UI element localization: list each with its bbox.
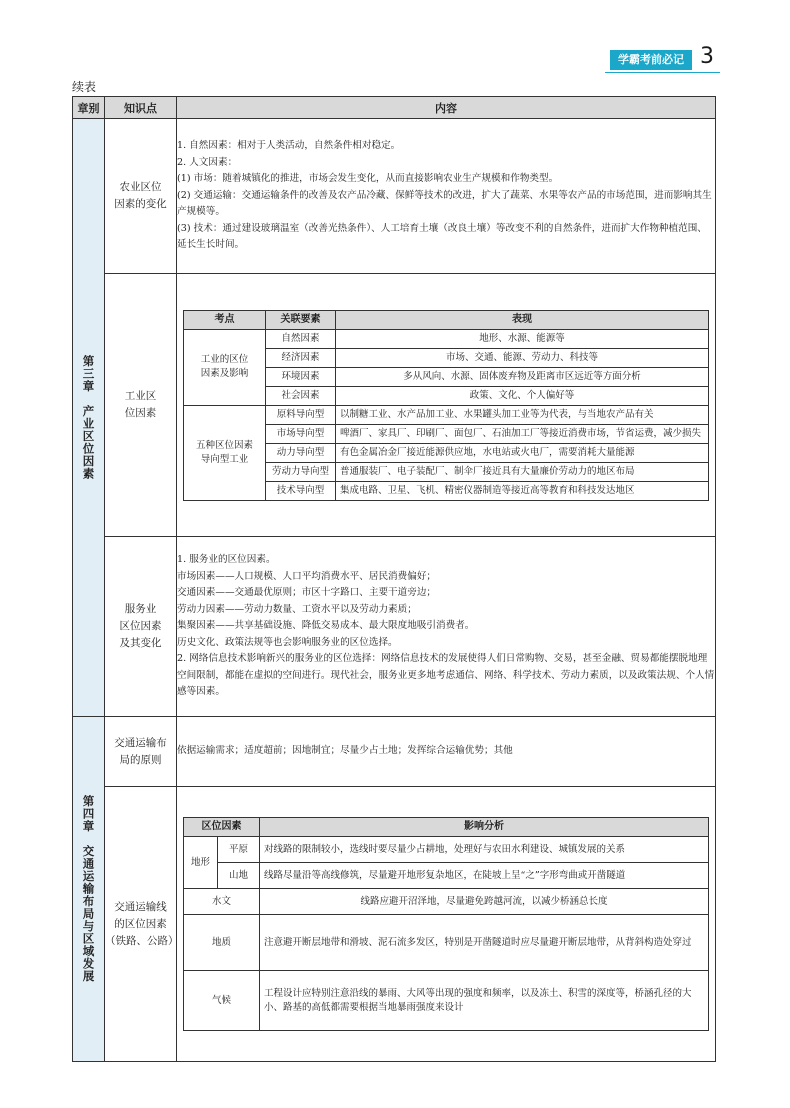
lf-terrain-label: 地形 (184, 837, 218, 889)
agri-point: 农业区位 因素的变化 (105, 119, 177, 274)
agri-content: 1. 自然因素：相对于人类活动，自然条件相对稳定。 2. 人文因素： (1) 市场：随着城镇化的推进，市场会发生变化，从而直接影响农业生产规模和作物类型。 (2) 交通运输：交通运输条件的改善及农产品冷藏、保鲜等技术的改进，扩大了蔬菜、水果等农产品的市场范围，进而影响其生产规模等。 (3) 技术：通过建设玻璃温室（改善光热条件）、人工培育土壤（改良土壤）等改变不利的自然条件，进而扩大作物种植范围、延长生长时间。 (177, 119, 716, 274)
industry-factor: 技术导向型 (266, 481, 336, 500)
lf-col-analysis: 影响分析 (260, 818, 709, 837)
industry-col-element: 关联要素 (266, 310, 336, 329)
industry-subtable (183, 310, 709, 501)
line-factors-subtable (183, 817, 709, 1031)
chapter4-cell (73, 717, 105, 1062)
lf-effect: 对线路的限制较小，选线时要尽量少占耕地，处理好与农田水利建设、城镇发展的关系 (260, 837, 709, 863)
industry-group1-label: 工业的区位 因素及影响 (184, 329, 266, 405)
page-number: 3 (700, 44, 714, 69)
industry-factor: 环境因素 (266, 367, 336, 386)
industry-effect: 多从风向、水源、固体废弃物及距离市区远近等方面分析 (336, 367, 709, 386)
table-row (73, 717, 716, 787)
lf-factor: 山地 (218, 863, 260, 889)
industry-factor: 劳动力导向型 (266, 462, 336, 481)
service-point: 服务业 区位因素 及其变化 (105, 537, 177, 717)
industry-factor: 动力导向型 (266, 443, 336, 462)
lf-effect: 工程设计应特别注意沿线的暴雨、大风等出现的强度和频率，以及冻土、积雪的深度等，桥涵孔径的大小、路基的高低都需要根据当地暴雨强度来设计 (260, 971, 709, 1031)
table-header-row (73, 97, 716, 119)
industry-factor: 经济因素 (266, 348, 336, 367)
principle-content: 依据运输需求；适度超前；因地制宜；尽量少占土地；发挥综合运输优势；其他 (177, 717, 716, 787)
lf-factor: 气候 (184, 971, 260, 1031)
col-chapter-header: 章别 (73, 97, 105, 119)
industry-group2-label: 五种区位因素 导向型工业 (184, 405, 266, 500)
chapter3-cell (73, 119, 105, 717)
table-row (73, 119, 716, 274)
lf-factor: 平原 (218, 837, 260, 863)
industry-effect: 市场、交通、能源、劳动力、科技等 (336, 348, 709, 367)
table-row (73, 787, 716, 1062)
lf-factor: 水文 (184, 889, 260, 915)
service-content: 1. 服务业的区位因素。 市场因素——人口规模、人口平均消费水平、居民消费偏好； 交通因素——交通最优原则；市区十字路口、主要干道旁边； 劳动力因素——劳动力数量、工资水平以及劳动力素质； 集聚因素——共享基础设施、降低交易成本、最大限度地吸引消费者。 历史文化、政策法规等也会影响服务业的区位选择。 2. 网络信息技术影响新兴的服务业的区位选择：网络信息技术的发展使得人们日常购物、交易，甚至金融、贸易都能摆脱地理空间限制，都能在虚拟的空间进行。现代社会，服务业更多地考虑通信、网络、科学技术、劳动力素质，以及政策法规、个人情感等因素。 (177, 537, 716, 717)
knowledge-table (72, 96, 716, 1062)
header-rule (605, 72, 720, 73)
industry-effect: 集成电路、卫星、飞机、精密仪器制造等接近高等教育和科技发达地区 (336, 481, 709, 500)
table-row (73, 274, 716, 537)
col-content-header: 内容 (177, 97, 716, 119)
lf-effect: 注意避开断层地带和滑坡、泥石流多发区，特别是开凿隧道时应尽量避开断层地带，从背斜构造处穿过 (260, 915, 709, 971)
industry-effect: 地形、水源、能源等 (336, 329, 709, 348)
industry-effect: 啤酒厂、家具厂、印刷厂、面包厂、石油加工厂等接近消费市场，节省运费，减少损失 (336, 424, 709, 443)
lf-factor: 地质 (184, 915, 260, 971)
line-factors-content (177, 787, 716, 1062)
lf-effect: 线路尽量沿等高线修筑，尽量避开地形复杂地区，在陡坡上呈“之”字形弯曲或开凿隧道 (260, 863, 709, 889)
chapter3-title: 第三章 产业区位因素 (81, 355, 96, 480)
chapter4-title: 第四章 交通运输布局与区域发展 (81, 795, 96, 983)
industry-col-kaodian: 考点 (184, 310, 266, 329)
industry-effect: 以制糖工业、水产品加工业、水果罐头加工业等为代表，与当地农产品有关 (336, 405, 709, 424)
table-row (73, 537, 716, 717)
line-factors-point: 交通运输线 的区位因素 （铁路、公路） (105, 787, 177, 1062)
industry-point: 工业区 位因素 (105, 274, 177, 537)
lf-effect: 线路应避开沼泽地，尽量避免跨越河流，以减少桥涵总长度 (260, 889, 709, 915)
header-tag: 学霸考前必记 (610, 50, 692, 70)
col-point-header: 知识点 (105, 97, 177, 119)
industry-col-show: 表现 (336, 310, 709, 329)
principle-point: 交通运输布 局的原则 (105, 717, 177, 787)
industry-factor: 原料导向型 (266, 405, 336, 424)
industry-content (177, 274, 716, 537)
industry-factor: 市场导向型 (266, 424, 336, 443)
lf-col-factor: 区位因素 (184, 818, 260, 837)
industry-effect: 有色金属冶金厂接近能源供应地，水电站或火电厂，需要消耗大量能源 (336, 443, 709, 462)
industry-factor: 自然因素 (266, 329, 336, 348)
industry-factor: 社会因素 (266, 386, 336, 405)
industry-effect: 政策、文化、个人偏好等 (336, 386, 709, 405)
continued-label: 续表 (72, 80, 97, 94)
industry-effect: 普通服装厂、电子装配厂、制伞厂接近具有大量廉价劳动力的地区布局 (336, 462, 709, 481)
